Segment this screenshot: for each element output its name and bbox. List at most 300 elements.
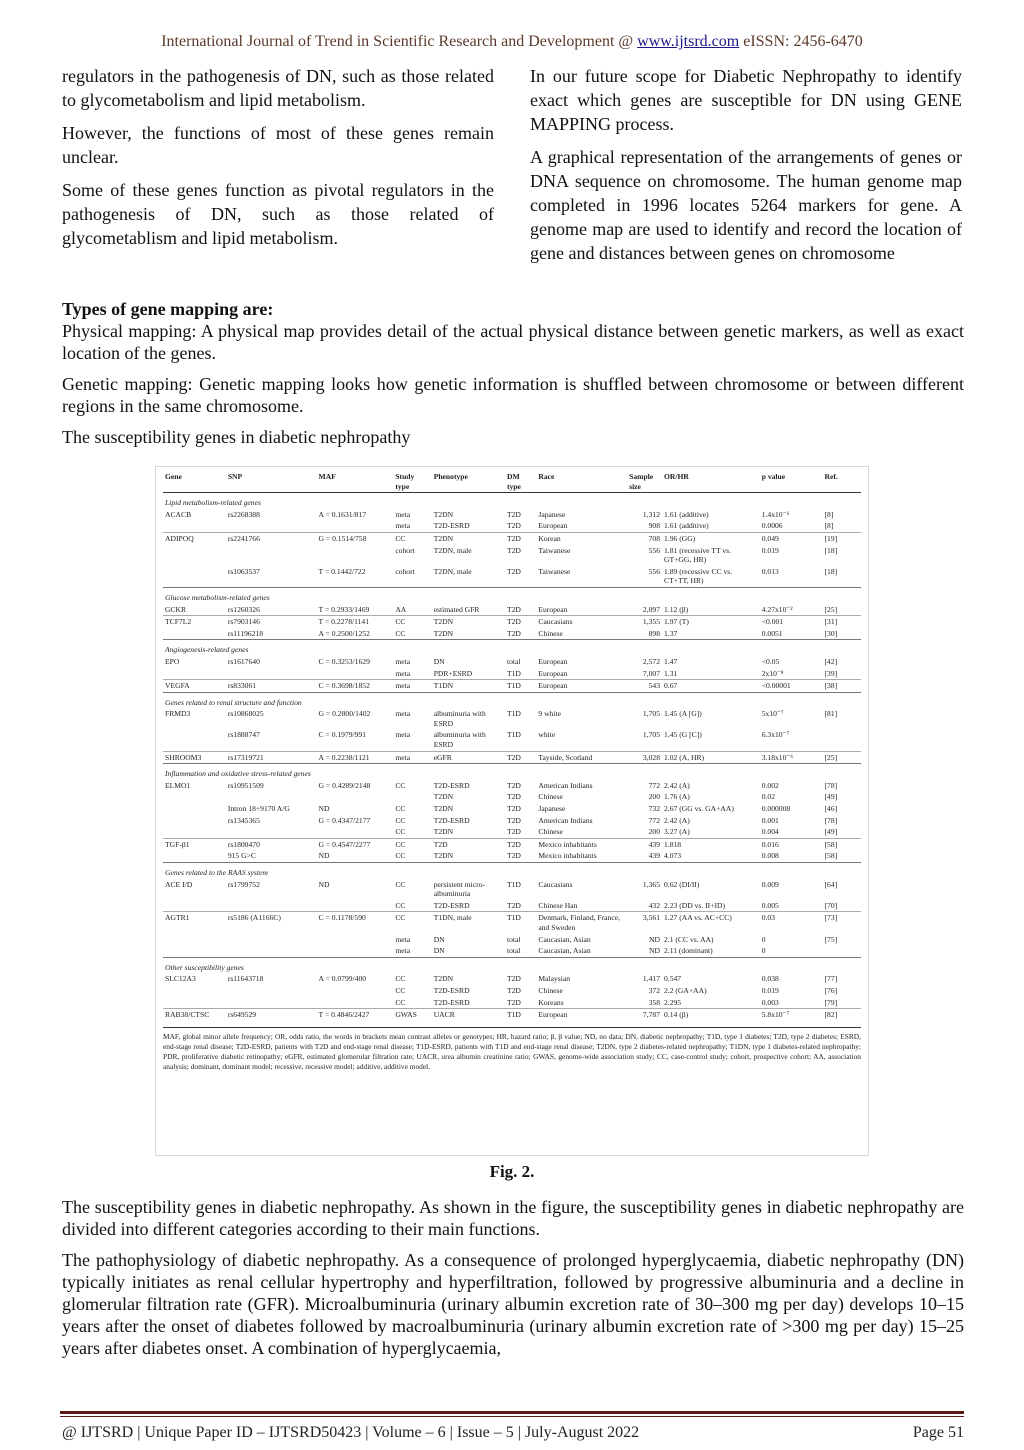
table-row (163, 826, 861, 838)
table-cell: Chinese (538, 628, 563, 638)
table-cell: rs649529 (226, 1009, 317, 1021)
table-cell: T1D (505, 1009, 536, 1021)
column-header: Sample size (627, 471, 662, 493)
table-cell: 0 (761, 946, 766, 956)
table-cell (163, 668, 226, 680)
table-cell: T1D (505, 912, 536, 934)
left-column (62, 64, 494, 259)
table-cell: rs1063537 (227, 566, 260, 576)
table-cell: rs17319721 (226, 751, 317, 764)
table-cell: [64] (824, 879, 838, 889)
table-cell: 0 (761, 934, 766, 944)
table-cell: T2DN (433, 628, 454, 638)
page-number: Page 51 (912, 1424, 964, 1441)
table-cell (163, 945, 226, 957)
table-row (163, 934, 861, 946)
page-footer (62, 1424, 964, 1442)
table-cell: CC (395, 628, 406, 638)
table-cell: A = 0.2500/1252 (318, 628, 370, 638)
table-cell: 898 (648, 628, 660, 638)
table-cell: 439 (627, 838, 662, 850)
table-cell: Tayside, Scotland (536, 751, 627, 764)
table-cell: <0.001 (760, 616, 823, 628)
table-cell: 3.27 (A) (664, 827, 690, 837)
table-cell: C = 0.3253/1629 (318, 656, 370, 666)
left-paragraph-2: However, the functions of most of these genes remain unclear. (62, 123, 494, 167)
table-cell: T2DN (432, 532, 505, 544)
table-cell: T2D (506, 815, 521, 825)
table-cell (317, 668, 394, 680)
table-cell: T2D (506, 545, 521, 555)
table-cell: meta (395, 709, 411, 719)
table-cell: ND (318, 804, 330, 814)
table-cell (317, 545, 394, 566)
table-cell: albuminuria with ESRD (433, 709, 486, 728)
table-row (163, 780, 861, 792)
table-cell: 1,417 (642, 974, 660, 984)
table-cell: T2D (506, 792, 521, 802)
table-cell (393, 791, 431, 803)
table-cell: 772 (648, 780, 660, 790)
bottom-text (62, 1196, 964, 1368)
table-cell (163, 520, 226, 532)
table-cell: 1.12 (β) (664, 604, 689, 614)
journal-website-link[interactable]: www.ijtsrd.com (637, 33, 740, 50)
table-cell: UACR (432, 1009, 505, 1021)
table-cell (226, 900, 317, 912)
table-cell: T2DN (433, 509, 454, 519)
susceptibility-genes-figure (155, 466, 869, 1156)
table-cell: Koreans (538, 997, 564, 1007)
table-cell: 1.4x10⁻⁶ (761, 509, 790, 519)
susceptibility-genes-table (163, 471, 861, 1021)
table-cell: 1,705 (642, 709, 660, 719)
table-cell: 0.009 (761, 879, 779, 889)
table-row (163, 509, 861, 521)
table-cell (226, 520, 317, 532)
right-column (530, 64, 962, 274)
table-cell: meta (393, 680, 431, 693)
table-cell: 1.45 (A [G]) (664, 709, 702, 719)
column-header: Race (536, 471, 627, 493)
table-cell: G = 0.4347/2177 (318, 815, 371, 825)
table-cell: 0.000008 (761, 804, 791, 814)
table-cell: CC (395, 900, 406, 910)
table-cell: 1,365 (642, 879, 660, 889)
table-cell: Taiwanese (538, 545, 571, 555)
table-row (163, 997, 861, 1009)
table-cell: 556 (648, 545, 660, 555)
table-cell: [38] (823, 680, 861, 693)
table-cell: 708 (627, 532, 662, 544)
table-cell: 1.61 (additive) (664, 521, 709, 531)
table-cell: total (506, 934, 521, 944)
table-cell: CC (395, 851, 406, 861)
table-cell: [78] (824, 815, 838, 825)
category-label: Inflammation and oxidative stress-related genes (163, 764, 861, 780)
table-cell: T2D (505, 838, 536, 850)
table-cell (317, 826, 394, 838)
table-cell: 915 G>C (227, 851, 256, 861)
table-cell: C = 0.1178/590 (317, 912, 394, 934)
table-cell: PDR+ESRD (433, 668, 473, 678)
table-cell: meta (395, 521, 411, 531)
footer-rule-thin (60, 1416, 964, 1417)
table-cell: 0.005 (761, 900, 779, 910)
table-cell: VEGFA (163, 680, 226, 693)
table-cell: 0.62 (DI/II) (664, 879, 700, 889)
table-row (163, 680, 861, 693)
table-cell: 6.3x10⁻⁷ (761, 730, 790, 740)
table-cell: T2D-ESRD (433, 780, 470, 790)
table-cell: T2D (506, 566, 521, 576)
table-cell: ELMO1 (165, 780, 191, 790)
table-cell: T2D (506, 628, 521, 638)
table-cell: SHROOM3 (163, 751, 226, 764)
category-label: Lipid metabolism-related genes (163, 493, 861, 509)
table-row (163, 838, 861, 850)
table-cell: T1DN, male (432, 912, 505, 934)
table-cell (163, 815, 226, 827)
table-cell: 2.1 (CC vs. AA) (664, 934, 714, 944)
table-cell: European (538, 668, 568, 678)
table-cell: Chinese (538, 985, 563, 995)
table-cell: 372 (648, 985, 660, 995)
table-cell (226, 791, 317, 803)
table-cell: 0.67 (662, 680, 760, 693)
table-cell: 732 (648, 804, 660, 814)
table-cell (226, 997, 317, 1009)
column-header: OR/HR (662, 471, 760, 493)
table-cell: 0.003 (761, 997, 779, 1007)
table-cell: [42] (824, 656, 838, 666)
table-cell: CC (395, 804, 406, 814)
table-cell: meta (395, 509, 411, 519)
table-cell: T1D (506, 879, 521, 889)
table-cell: T = 0.2278/1141 (317, 616, 394, 628)
table-cell: CC (393, 616, 431, 628)
table-cell: DN (433, 934, 445, 944)
table-cell: European (538, 604, 568, 614)
table-cell: T2D (506, 851, 521, 861)
table-cell: American Indians (538, 815, 593, 825)
table-cell: A = 0.0799/400 (318, 974, 367, 984)
table-row (163, 945, 861, 957)
table-cell: [81] (824, 709, 838, 719)
table-cell: Chinese (538, 792, 563, 802)
table-cell: [46] (824, 804, 838, 814)
table-cell (226, 668, 317, 680)
table-cell: AGTR1 (163, 912, 226, 934)
table-cell: TGF-β1 (163, 838, 226, 850)
table-cell: [8] (824, 521, 834, 531)
column-header: DM type (505, 471, 536, 493)
category-row (163, 640, 861, 656)
table-cell: 1.96 (GG) (662, 532, 760, 544)
table-cell: T2D (432, 838, 505, 850)
table-cell (163, 934, 226, 946)
table-cell: GCKR (165, 604, 187, 614)
table-cell: T2DN (433, 792, 454, 802)
table-cell: RAB38/CTSC (163, 1009, 226, 1021)
table-cell: T2D (505, 751, 536, 764)
table-cell (163, 985, 226, 997)
table-cell (163, 729, 226, 751)
table-cell: 2.2 (GA+AA) (664, 985, 707, 995)
table-cell: Taiwanese (538, 566, 571, 576)
table-cell: <0.05 (761, 656, 780, 666)
table-footnote: MAF, global minor allele frequency; OR, odds ratio, the words in brackets mean contrast alleles or genotypes; HR, hazard ratio; β, β value; ND, no data; DN, diabetic nephropathy; T1D, type 1 diabetes; T2D, type 2 diabetes; ESRD, end-stage renal disease; T2D-ESRD, patients with T2D and end-stage renal disease; T1D-ESRD, patients with T1D and end-stage renal disease; T2DN, type 2 diabetes-related nephropathy; T1DN, type 1 diabetes-related nephropathy; PDR, proliferative diabetic retinopathy; eGFR, estimated glomerular filtration rate; UACR, urea albumin creatinine ratio; GWAS, genome-wide association study; CC, case-control study; cohort, prospective cohort; AA, association analysis; dominant, dominant model; recessive, recessive model; additive, additive model. (163, 1027, 861, 1072)
table-cell: T1D (506, 668, 521, 678)
table-cell: CC (395, 985, 406, 995)
table-cell: [25] (824, 604, 838, 614)
table-cell: Chinese (538, 827, 563, 837)
table-cell: [19] (823, 532, 861, 544)
category-row (163, 692, 861, 708)
table-row (163, 532, 861, 544)
table-cell: rs1260326 (227, 604, 260, 614)
table-cell: T2D (506, 997, 521, 1007)
table-cell: T2D-ESRD (433, 521, 470, 531)
category-row (163, 764, 861, 780)
table-cell: T2D (506, 974, 521, 984)
table-cell: meta (395, 656, 411, 666)
table-cell: estimated GFR (433, 604, 480, 614)
table-cell: 1.31 (664, 668, 678, 678)
table-cell: total (506, 656, 521, 666)
table-cell: [73] (823, 912, 861, 934)
table-cell: [75] (824, 934, 838, 944)
table-cell: 0.002 (761, 780, 779, 790)
table-cell: 2,572 (642, 656, 660, 666)
table-row (163, 545, 861, 566)
table-cell: 2.11 (dominant) (664, 946, 713, 956)
table-cell: T = 0.4846/2427 (317, 1009, 394, 1021)
category-label: Genes related to the RAAS system (163, 863, 861, 879)
table-cell: 1.02 (A, HR) (662, 751, 760, 764)
table-cell: 1,355 (627, 616, 662, 628)
table-cell: DN (433, 946, 445, 956)
bottom-paragraph-2: The pathophysiology of diabetic nephropathy. As a consequence of prolonged hyperglycaemia, diabetic nephropathy (DN) typically initiates as renal cellular hypertrophy and hyperfiltration, followed by progressive albuminuria and a decline in glomerular filtration rate (GFR). Microalbuminuria (urinary albumin excretion rate of 30–300 mg per day) develops 10–15 years after the onset of diabetes followed by macroalbuminuria (urinary albumin excretion rate of >300 mg per day) 15–25 years after diabetes onset. A combination of hyperglycaemia, (62, 1250, 964, 1358)
table-cell: ADIPOQ (163, 532, 226, 544)
table-cell: 772 (648, 815, 660, 825)
table-cell: T2DN (433, 804, 454, 814)
table-cell: 0.02 (761, 792, 776, 802)
table-cell: [78] (824, 780, 838, 790)
table-cell: rs11643718 (227, 974, 264, 984)
category-row (163, 587, 861, 603)
table-cell: Mexico inhabitants (538, 851, 597, 861)
table-cell: CC (395, 974, 406, 984)
table-cell: 3,028 (627, 751, 662, 764)
table-cell: rs833061 (226, 680, 317, 693)
table-cell: 0.14 (β) (662, 1009, 760, 1021)
table-cell: [25] (823, 751, 861, 764)
table-cell: total (506, 946, 521, 956)
table-cell: eGFR (432, 751, 505, 764)
table-cell: 0.016 (760, 838, 823, 850)
table-cell: ND (318, 851, 330, 861)
table-cell: T2DN (432, 616, 505, 628)
table-cell: Caucasian, Asian (538, 946, 591, 956)
table-cell: CC (395, 997, 406, 1007)
table-row (163, 628, 861, 640)
table-cell: 1.81 (recessive TT vs. GT+GG, HR) (664, 545, 731, 565)
table-cell: 1,705 (642, 730, 660, 740)
table-cell: rs1617640 (227, 656, 260, 666)
table-cell: T2D (506, 985, 521, 995)
table-cell: rs1345365 (227, 815, 260, 825)
table-cell: 0.019 (761, 545, 779, 555)
table-cell: 1.27 (AA vs. AC+CC) (662, 912, 760, 934)
table-cell (317, 985, 394, 997)
column-header: Gene (163, 471, 226, 493)
right-paragraph-2: A graphical representation of the arrangements of genes or DNA sequence on chromosome. The human genome map completed in 1996 locates 5264 markers for gene. A genome map are used to identify and record the location of gene and distances between genes on chromosome (530, 147, 962, 263)
table-cell: 1,312 (642, 509, 660, 519)
category-row (163, 493, 861, 509)
table-cell: CC (395, 827, 406, 837)
table-cell: FRMD3 (165, 709, 191, 719)
table-cell: 908 (648, 521, 660, 531)
table-cell: G = 0.4547/2277 (317, 838, 394, 850)
table-cell: G = 0.2800/1402 (318, 709, 371, 719)
table-cell: rs1800470 (226, 838, 317, 850)
table-row (163, 815, 861, 827)
table-cell: 556 (648, 566, 660, 576)
bottom-paragraph-1: The susceptibility genes in diabetic nephropathy. As shown in the figure, the susceptibility genes in diabetic nephropathy are divided into different categories according to their main functions. (62, 1197, 964, 1239)
table-cell: 9 white (538, 709, 561, 719)
table-cell: ND (649, 946, 660, 956)
table-cell: [77] (824, 974, 838, 984)
table-cell: [18] (824, 566, 838, 576)
table-cell: 200 (648, 827, 660, 837)
table-cell: 432 (648, 900, 660, 910)
table-cell: 4.073 (664, 851, 682, 861)
table-cell: European (536, 1009, 627, 1021)
table-cell: 1.76 (A) (664, 792, 690, 802)
table-cell: T2D (506, 827, 521, 837)
table-cell: 358 (648, 997, 660, 1007)
table-cell (163, 803, 226, 815)
table-cell: GWAS (393, 1009, 431, 1021)
table-cell: T2D (505, 616, 536, 628)
table-cell: [58] (823, 838, 861, 850)
left-paragraph-3: Some of these genes function as pivotal regulators in the pathogenesis of DN, such as those related of glycometablism and lipid metabolism. (62, 180, 494, 248)
table-row (163, 604, 861, 616)
table-cell: 1.47 (664, 656, 678, 666)
table-cell: CC (393, 912, 431, 934)
table-row (163, 912, 861, 934)
table-cell: T2D-ESRD (433, 997, 470, 1007)
table-row (163, 985, 861, 997)
table-cell: [39] (824, 668, 838, 678)
table-cell: 2.42 (A) (664, 780, 690, 790)
journal-header (0, 33, 1024, 51)
table-cell: [49] (824, 792, 838, 802)
table-cell (163, 997, 226, 1009)
table-cell: rs2268388 (227, 509, 260, 519)
table-cell (317, 945, 394, 957)
table-cell: rs10951509 (227, 780, 264, 790)
table-cell: 0.008 (761, 851, 779, 861)
table-cell: TCF7L2 (163, 616, 226, 628)
table-cell (317, 900, 394, 912)
column-header: SNP (226, 471, 317, 493)
table-cell: Caucasians (536, 616, 627, 628)
table-cell: T2DN, male (433, 545, 472, 555)
table-cell: 0.004 (761, 827, 779, 837)
table-cell: [76] (824, 985, 838, 995)
table-cell: Caucasians (538, 879, 573, 889)
footer-rule-thick (60, 1411, 964, 1414)
table-cell: CC (393, 838, 431, 850)
table-cell: 1.97 (T) (662, 616, 760, 628)
table-cell: ACACB (165, 509, 192, 519)
physical-mapping-paragraph: Physical mapping: A physical map provides detail of the actual physical distance between genetic markers, as well as exact location of the genes. (62, 321, 964, 363)
table-body (163, 493, 861, 1021)
table-cell (317, 934, 394, 946)
category-label: Other susceptibility genes (163, 957, 861, 973)
table-cell: 0.0006 (761, 521, 783, 531)
table-cell: T = 0.2933/1469 (318, 604, 370, 614)
table-cell: 0.547 (664, 974, 682, 984)
table-cell (226, 826, 317, 838)
table-cell: Japanese (538, 509, 566, 519)
table-cell: T = 0.1442/722 (318, 566, 366, 576)
table-cell: meta (395, 946, 411, 956)
table-cell: Chinese Han (538, 900, 578, 910)
table-cell: ACE I/D (165, 879, 193, 889)
table-row (163, 708, 861, 729)
table-row (163, 791, 861, 803)
table-row (163, 900, 861, 912)
figure-caption: Fig. 2. (489, 1162, 535, 1181)
table-cell: 1.818 (662, 838, 760, 850)
table-cell: Japanese (538, 804, 566, 814)
table-cell: 3.18x10⁻⁶ (760, 751, 823, 764)
table-cell: CC (395, 815, 406, 825)
table-cell: ND (649, 934, 660, 944)
table-cell: Denmark, Finland, France, and Sweden (536, 912, 627, 934)
table-cell: European (536, 680, 627, 693)
table-cell: rs10868025 (227, 709, 264, 719)
table-row (163, 668, 861, 680)
table-cell: meta (395, 730, 411, 740)
table-cell: 5.8x10⁻⁷ (760, 1009, 823, 1021)
table-cell: T2D-ESRD (433, 900, 470, 910)
table-cell: T1D (506, 709, 521, 719)
left-paragraph-1: regulators in the pathogenesis of DN, such as those related to glycometabolism and lipid metabolism. (62, 66, 494, 110)
table-row (163, 520, 861, 532)
table-cell: cohort (395, 545, 415, 555)
table-cell: rs7903146 (226, 616, 317, 628)
table-cell: [49] (824, 827, 838, 837)
table-cell: T2D (506, 804, 521, 814)
table-cell: persistent micro-albuminuria (433, 879, 485, 899)
category-label: Glucose metabolism-related genes (163, 587, 861, 603)
column-header: MAF (317, 471, 394, 493)
table-cell (163, 826, 226, 838)
table-cell: 543 (627, 680, 662, 693)
table-row (163, 656, 861, 668)
table-cell: T2D (506, 900, 521, 910)
table-cell (163, 628, 226, 640)
table-cell (317, 997, 394, 1009)
table-row (163, 850, 861, 862)
table-cell (163, 545, 226, 566)
table-cell: [18] (824, 545, 838, 555)
table-cell: Intron 18+9170 A/G (227, 804, 290, 814)
